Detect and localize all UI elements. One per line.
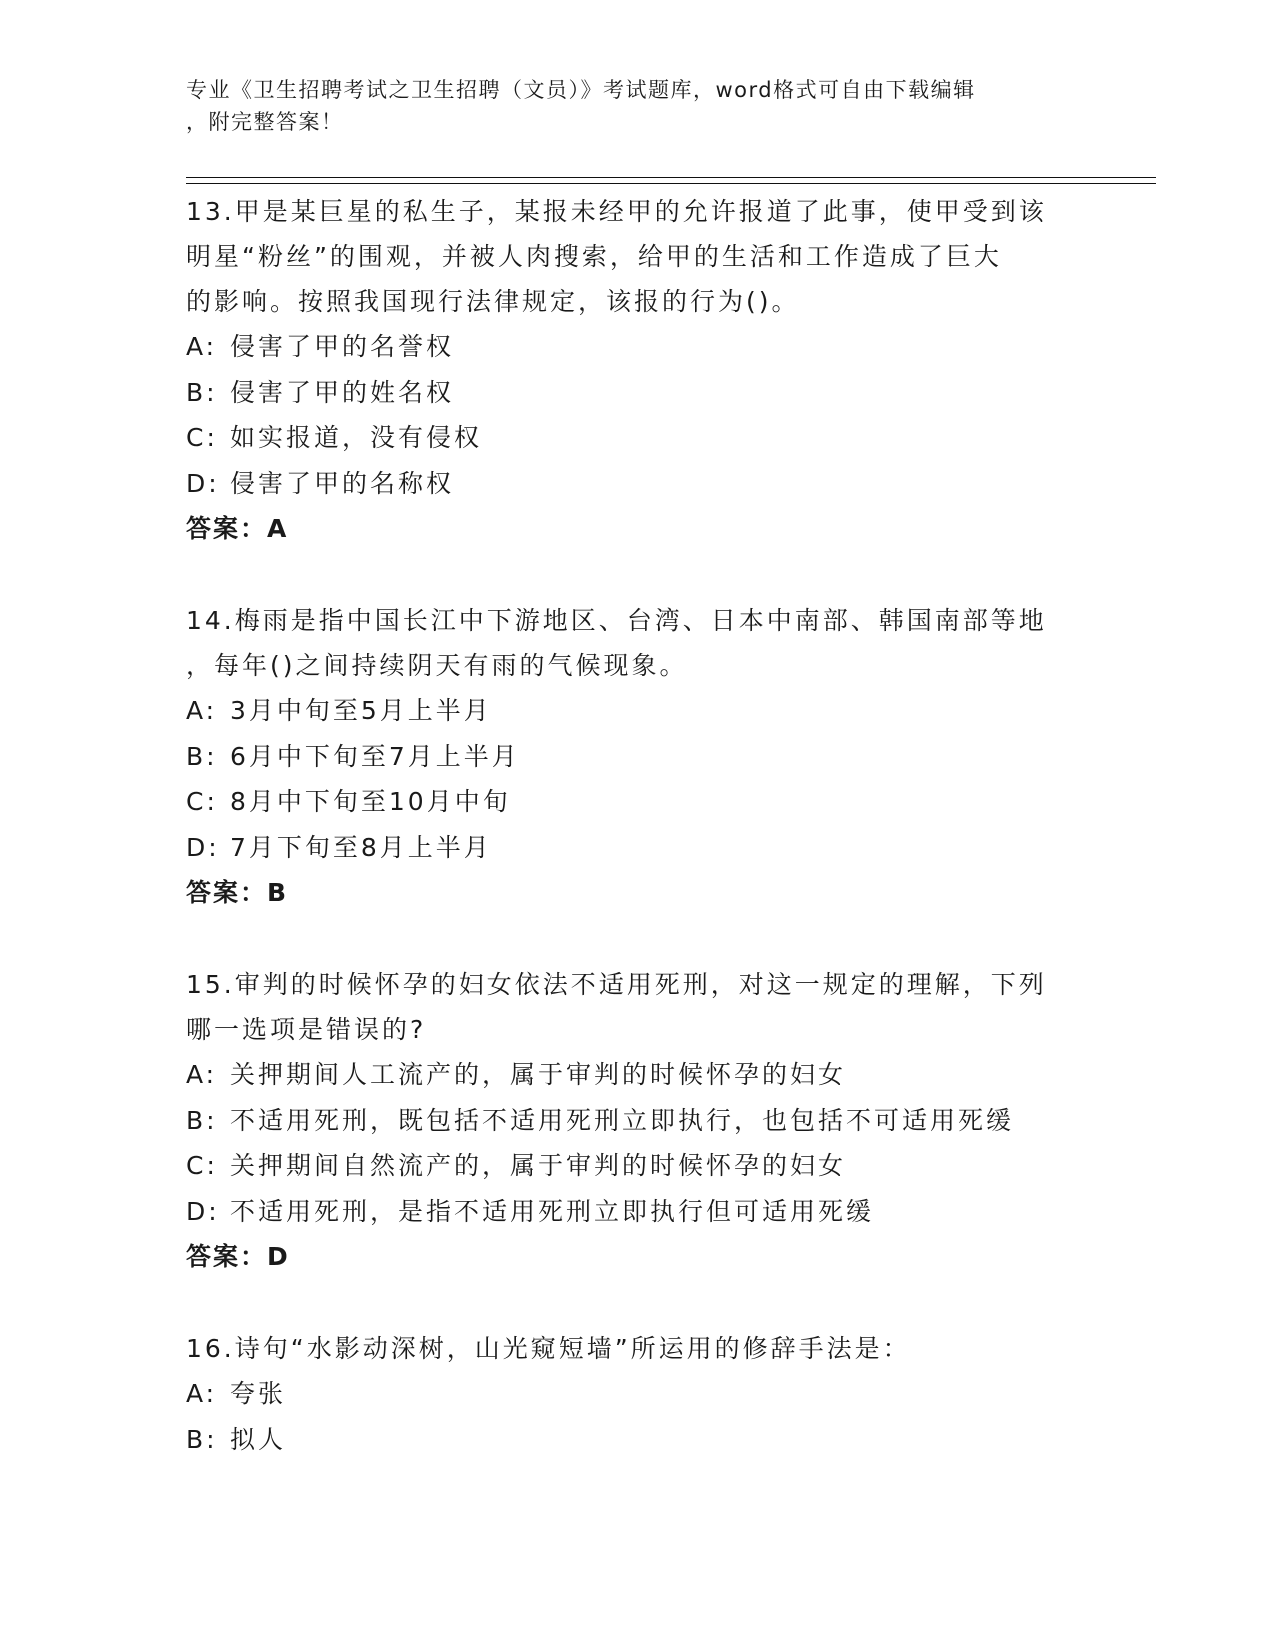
option-b	[186, 370, 1086, 416]
option-key: C:	[186, 423, 218, 452]
header-divider	[186, 177, 1156, 178]
option-b	[186, 1417, 1086, 1463]
option-text: 关押期间自然流产的，属于审判的时候怀孕的妇女	[230, 1151, 847, 1180]
option-text: 3月中旬至5月上半月	[230, 696, 492, 725]
option-key: B:	[186, 1105, 218, 1135]
option-text: 侵害了甲的名称权	[230, 468, 455, 498]
option-key: A:	[186, 696, 218, 725]
option-a	[186, 324, 1086, 370]
option-text: 不适用死刑，既包括不适用死刑立即执行，也包括不可适用死缓	[230, 1105, 1015, 1135]
option-c	[186, 415, 1086, 461]
option-d	[186, 461, 1086, 507]
option-key: A:	[186, 1060, 218, 1089]
option-d	[186, 1189, 1086, 1235]
option-key: B:	[186, 741, 218, 771]
option-text: 7月下旬至8月上半月	[230, 832, 492, 862]
question-stem-line: 明星“粉丝”的围观，并被人肉搜索，给甲的生活和工作造成了巨大	[186, 242, 1002, 271]
question-stem-line: 的影响。按照我国现行法律规定，该报的行为()。	[186, 287, 800, 316]
header-line: ，附完整答案！	[186, 110, 344, 134]
option-text: 如实报道，没有侵权	[230, 423, 483, 452]
option-key: B:	[186, 377, 218, 407]
option-c	[186, 779, 1086, 825]
question-stem-line: 15.审判的时候怀孕的妇女依法不适用死刑，对这一规定的理解，下列	[186, 970, 1047, 999]
option-b	[186, 734, 1086, 780]
option-key: D:	[186, 468, 220, 498]
header-divider	[186, 183, 1156, 184]
header-line: 专业《卫生招聘考试之卫生招聘（文员）》考试题库，word格式可自由下载编辑	[186, 78, 976, 102]
question-stem-line: 14.梅雨是指中国长江中下游地区、台湾、日本中南部、韩国南部等地	[186, 606, 1047, 635]
option-text: 拟人	[230, 1424, 287, 1454]
question-stem-line: 13.甲是某巨星的私生子，某报未经甲的允许报道了此事，使甲受到该	[186, 197, 1047, 226]
option-key: C:	[186, 787, 218, 816]
answer-line: 答案：A	[186, 514, 289, 543]
answer-line: 答案：B	[186, 878, 289, 907]
option-text: 夸张	[230, 1379, 287, 1408]
option-key: D:	[186, 832, 220, 862]
question-16	[186, 1326, 1086, 1462]
question-15	[186, 962, 1086, 1280]
option-text: 6月中下旬至7月上半月	[230, 741, 520, 771]
question-stem-line: 哪一选项是错误的?	[186, 1015, 427, 1044]
option-c	[186, 1143, 1086, 1189]
option-a	[186, 1052, 1086, 1098]
option-key: A:	[186, 1379, 218, 1408]
question-stem-line: 16.诗句“水影动深树，山光窥短墙”所运用的修辞手法是：	[186, 1334, 911, 1363]
option-text: 关押期间人工流产的，属于审判的时候怀孕的妇女	[230, 1060, 847, 1089]
option-text: 8月中下旬至10月中旬	[230, 787, 511, 816]
option-text: 侵害了甲的名誉权	[230, 332, 455, 361]
option-b	[186, 1098, 1086, 1144]
option-key: D:	[186, 1196, 220, 1226]
document-header	[186, 74, 1086, 138]
question-stem-line: ，每年()之间持续阴天有雨的气候现象。	[186, 651, 688, 680]
option-a	[186, 1371, 1086, 1417]
option-key: A:	[186, 332, 218, 361]
answer-line: 答案：D	[186, 1242, 290, 1271]
question-13	[186, 189, 1086, 552]
option-a	[186, 688, 1086, 734]
option-text: 不适用死刑，是指不适用死刑立即执行但可适用死缓	[230, 1196, 875, 1226]
option-key: B:	[186, 1424, 218, 1454]
question-14	[186, 598, 1086, 916]
option-key: C:	[186, 1151, 218, 1180]
option-d	[186, 825, 1086, 871]
option-text: 侵害了甲的姓名权	[230, 377, 455, 407]
